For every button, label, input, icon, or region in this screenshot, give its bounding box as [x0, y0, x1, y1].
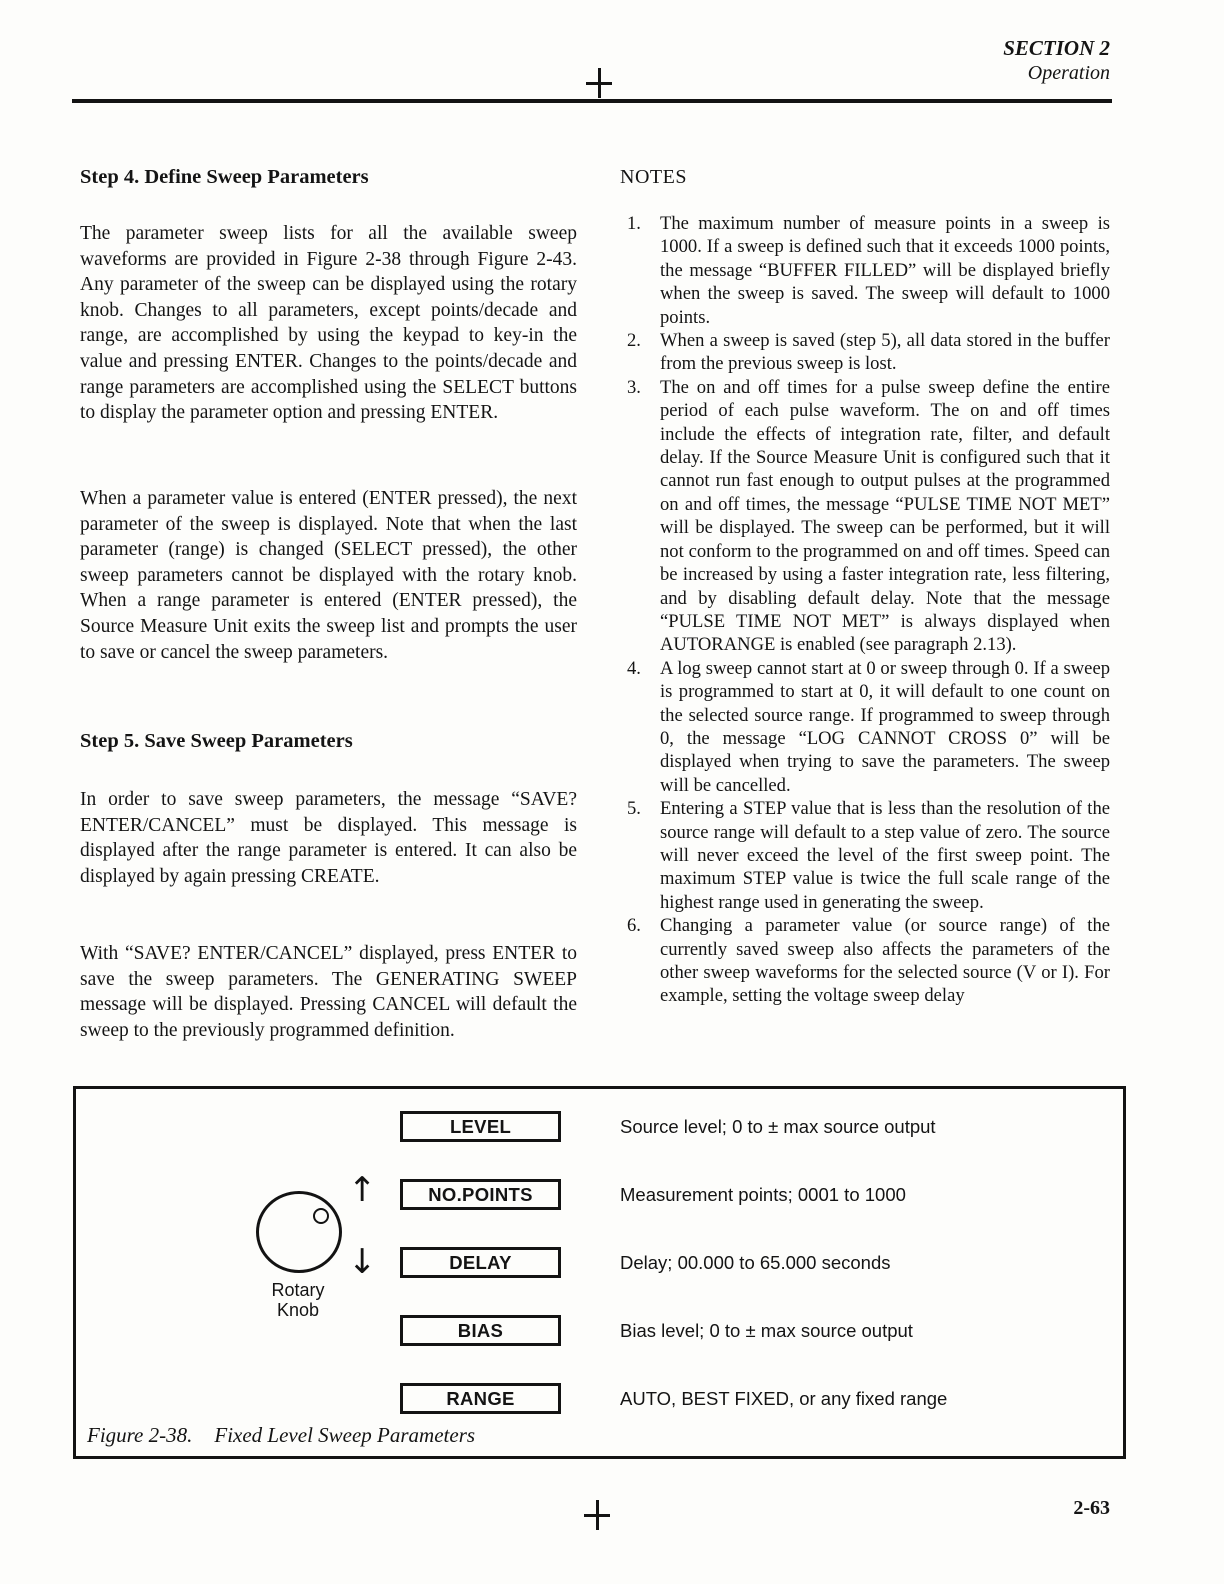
- note-number: 3.: [627, 376, 641, 398]
- rotary-knob-label-line1: Rotary: [271, 1280, 325, 1300]
- note-number: 1.: [627, 213, 641, 234]
- note-text: Entering a STEP value that is less than the resolution of the source range will default to a step value of zero. The source will never exceed the level of the first sweep point. The maximum STEP value is twice the full scale range of the highest range used in generating the sweep.: [660, 798, 1110, 913]
- header-section-label: SECTION 2: [1003, 36, 1110, 60]
- note-number: 6.: [627, 915, 641, 937]
- note-text: A log sweep cannot start at 0 or sweep through 0. If a sweep is programmed to start at 0, it will default to one count on the selected source range. If programmed to sweep through 0, the message “LOG CANNOT CROSS 0” will be displayed when trying to save the parameters. The sweep will be cancelled.: [660, 657, 1110, 796]
- rotary-knob-label: [233, 1280, 363, 1320]
- rotary-knob-label-line2: Knob: [276, 1300, 320, 1320]
- rotary-knob-indicator-icon: [313, 1208, 329, 1224]
- figure-caption-title: Fixed Level Sweep Parameters: [214, 1423, 476, 1447]
- figure-caption: [87, 1423, 475, 1448]
- down-arrow-icon: ↓: [348, 1242, 377, 1282]
- step5-heading: Step 5. Save Sweep Parameters: [80, 730, 353, 752]
- param-desc-delay: Delay; 00.000 to 65.000 seconds: [620, 1252, 891, 1273]
- note-text: When a sweep is saved (step 5), all data stored in the buffer from the previous sweep is lost.: [660, 330, 1110, 375]
- param-box-range: RANGE: [400, 1383, 561, 1414]
- cross-horizontal-bar: [586, 82, 612, 85]
- note-item-5: [627, 797, 1110, 914]
- step5-paragraph-1: In order to save sweep parameters, the message “SAVE? ENTER/CANCEL” must be displayed. This message is displayed after the range parameter is entered. It can also be displayed by again pressing CREATE.: [80, 789, 577, 887]
- param-box-level: LEVEL: [400, 1111, 561, 1142]
- note-item-4: [627, 657, 1110, 797]
- note-number: 5.: [627, 798, 641, 820]
- registration-cross-icon: [586, 68, 612, 98]
- step5-paragraph-2: With “SAVE? ENTER/CANCEL” displayed, press ENTER to save the sweep parameters. The GENERATING SWEEP message will be displayed. Pressing CANCEL will default the sweep to the previously programmed definition.: [80, 943, 577, 1041]
- param-box-no-points: NO.POINTS: [400, 1179, 561, 1210]
- step4-heading: Step 4. Define Sweep Parameters: [80, 166, 369, 188]
- note-item-1: [627, 212, 1110, 329]
- figure-2-38-box: [73, 1086, 1126, 1459]
- note-text: The maximum number of measure points in a sweep is 1000. If a sweep is defined such that it exceeds 1000 points, the message “BUFFER FILLED” will be displayed briefly when the sweep is saved. The sweep will default to 1000 points.: [660, 213, 1110, 328]
- param-desc-bias: Bias level; 0 to ± max source output: [620, 1320, 913, 1341]
- param-box-bias: BIAS: [400, 1315, 561, 1346]
- param-desc-no-points: Measurement points; 0001 to 1000: [620, 1184, 906, 1205]
- registration-cross-icon: [584, 1500, 610, 1530]
- notes-list: [627, 212, 1110, 1008]
- note-number: 4.: [627, 657, 641, 679]
- note-item-3: [627, 376, 1110, 657]
- note-number: 2.: [627, 330, 641, 352]
- rotary-knob-icon: [256, 1191, 342, 1273]
- step4-paragraph-2: When a parameter value is entered (ENTER pressed), the next parameter of the sweep is displayed. Note that when the last parameter (range) is changed (SELECT pressed), the other sweep parameters cannot be displayed with the rotary knob. When a range parameter is entered (ENTER pressed), the Source Measure Unit exits the sweep list and prompts the user to save or cancel the sweep parameters.: [80, 488, 577, 663]
- note-item-6: [627, 914, 1110, 1008]
- param-desc-range: AUTO, BEST FIXED, or any fixed range: [620, 1388, 948, 1409]
- notes-heading: NOTES: [620, 166, 687, 188]
- param-box-delay: DELAY: [400, 1247, 561, 1278]
- header-chapter-label: Operation: [1027, 62, 1110, 84]
- figure-caption-number: Figure 2-38.: [87, 1423, 193, 1447]
- header-rule: [72, 99, 1112, 103]
- page-number: 2-63: [1073, 1497, 1110, 1519]
- param-desc-level: Source level; 0 to ± max source output: [620, 1116, 936, 1137]
- note-text: Changing a parameter value (or source range) of the currently saved sweep also affects the parameters of the other sweep waveforms for the selected source (V or I). For example, setting the voltage sweep delay: [660, 915, 1110, 1007]
- cross-horizontal-bar: [584, 1514, 610, 1517]
- up-arrow-icon: ↑: [348, 1170, 377, 1210]
- note-text: The on and off times for a pulse sweep define the entire period of each pulse waveform. The on and off times include the effects of integration rate, filter, and default delay. If the Source Measure Unit is configured such that it cannot run fast enough to output pulses at the programmed on and off times, the message “PULSE TIME NOT MET” will be displayed. The sweep can be performed, but it will not conform to the programmed on and off times. Speed can be increased by using a faster integration rate, less filtering, and by disabling default delay. Note that the message “PULSE TIME NOT MET” is always displayed when AUTORANGE is enabled (see paragraph 2.13).: [660, 376, 1110, 656]
- note-item-2: [627, 329, 1110, 376]
- step4-paragraph-1: The parameter sweep lists for all the available sweep waveforms are provided in Figure 2-38 through Figure 2-43. Any parameter of the sweep can be displayed using the rotary knob. Changes to all parameters, except points/decade and range, are accomplished by using the keypad to key-in the value and pressing ENTER. Changes to the points/decade and range parameters are accomplished using the SELECT buttons to display the parameter option and pressing ENTER.: [80, 223, 577, 424]
